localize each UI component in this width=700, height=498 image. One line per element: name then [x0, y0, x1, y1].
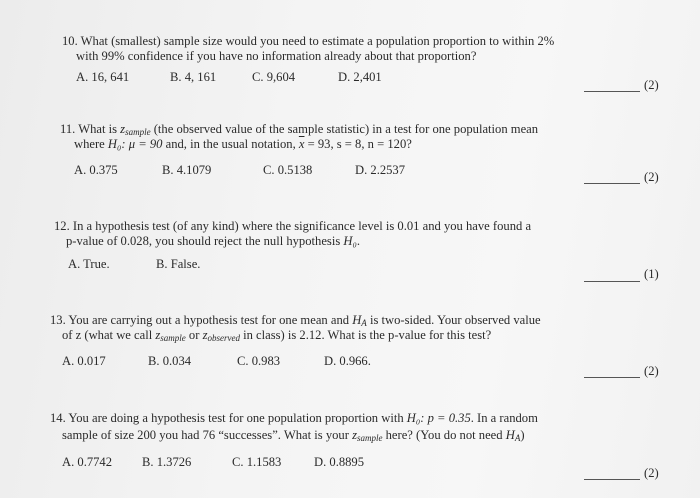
option-b: B. 1.3726 — [142, 455, 192, 469]
option-a: A. 0.017 — [62, 354, 106, 368]
answer-blank[interactable] — [584, 183, 640, 184]
question-text: 12. In a hypothesis test (of any kind) where the significance level is 0.01 and you have found a — [54, 219, 532, 233]
option-c: C. 0.5138 — [263, 163, 313, 177]
answer-blank[interactable] — [584, 281, 640, 282]
question-text: of z (what we call $z_{sample}$ or $z_{observed}$ in class) is 2.12. What is the p-value for this test? — [62, 328, 492, 343]
question-text: p-value of 0.028, you should reject the null hypothesis H₀. — [66, 234, 361, 248]
points: (1) — [644, 267, 659, 281]
option-b: B. 0.034 — [148, 354, 192, 368]
option-a: A. 0.7742 — [62, 455, 113, 469]
option-c: C. 0.983 — [237, 354, 281, 368]
option-d: D. 0.966. — [324, 354, 371, 368]
points: (2) — [644, 170, 659, 184]
question-text: 10. What (smallest) sample size would you need to estimate a population proportion to within 2% — [62, 34, 555, 48]
points: (2) — [644, 78, 659, 92]
points: (2) — [644, 364, 659, 378]
question-text: 11. What is $z_{sample}$ (the observed value of the sample statistic) in a test for one population mean — [60, 122, 539, 137]
option-d: D. 2.2537 — [355, 163, 406, 177]
option-d: D. 0.8895 — [314, 455, 365, 469]
question-text: where H₀: μ = 90 and, in the usual notation, $\overline{x} = 93$, s = 8, n = 120? — [74, 137, 412, 151]
points: (2) — [644, 466, 659, 480]
answer-blank[interactable] — [584, 479, 640, 480]
option-a: A. True. — [68, 257, 110, 271]
answer-blank[interactable] — [584, 91, 640, 92]
option-c: C. 9,604 — [252, 70, 296, 84]
answer-blank[interactable] — [584, 377, 640, 378]
question-text: sample of size 200 you had 76 “successes”. What is your $z_{sample}$ here? (You do not need $H_A$) — [62, 428, 525, 443]
option-d: D. 2,401 — [338, 70, 382, 84]
option-b: B. False. — [156, 257, 201, 271]
option-a: A. 0.375 — [74, 163, 118, 177]
question-text: 14. You are doing a hypothesis test for one population proportion with H₀: p = 0.35. In a random — [50, 411, 538, 425]
option-b: B. 4, 161 — [170, 70, 217, 84]
question-text: 13. You are carrying out a hypothesis test for one mean and $H_A$ is two-sided. Your observed value — [50, 313, 541, 328]
option-a: A. 16, 641 — [76, 70, 130, 84]
option-c: C. 1.1583 — [232, 455, 282, 469]
option-b: B. 4.1079 — [162, 163, 212, 177]
question-text: with 99% confidence if you have no information already about that proportion? — [76, 49, 477, 63]
